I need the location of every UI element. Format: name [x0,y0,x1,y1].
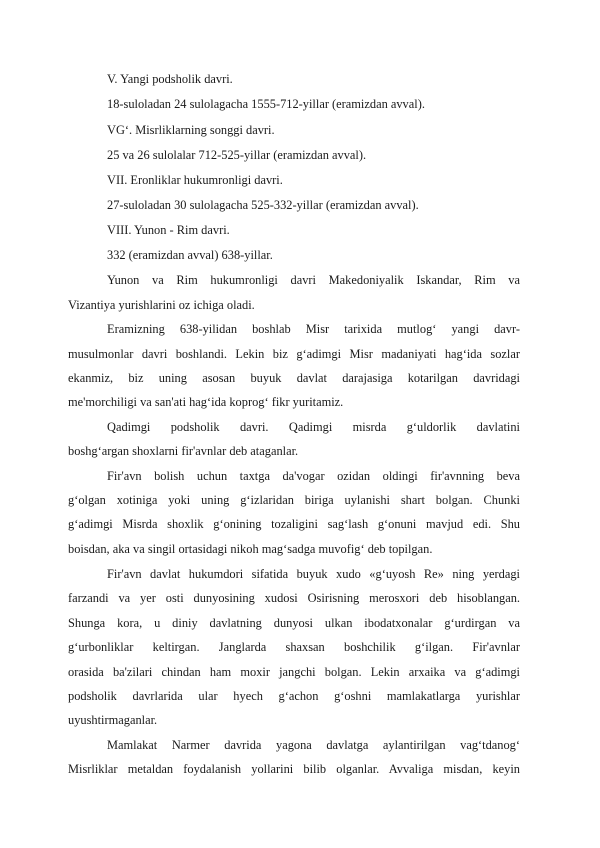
paragraph-line: orasida ba'zilari chindan ham moxir jangchi bolgan. Lekin arxaika va g‘adimgi [68,665,520,679]
paragraph-line: musulmonlar davri boshlandi. Lekin biz g‘adimgi Misr madaniyati hag‘ida sozlar [68,347,520,361]
paragraph-line: ekanmiz, biz uning asosan buyuk davlat darajasiga kotarilgan davridagi [68,371,520,385]
paragraph-line: farzandi va yer osti dunyosining xudosi Osirisning merosxori deb hisoblangan. [68,591,520,605]
paragraph-line: g‘olgan xotiniga yoki uning g‘izlaridan biriga uylanishi shart bolgan. Chunki [68,493,520,507]
period-heading: VII. Eronliklar hukumronligi davri. [107,173,283,187]
paragraph-line: boshg‘argan shoxlarni fir'avnlar deb ataganlar. [68,444,299,458]
period-dates: 25 va 26 sulolalar 712-525-yillar (eramizdan avval). [107,148,367,162]
paragraph-line: g‘urbonliklar keltirgan. Janglarda shaxsan boshchilik g‘ilgan. Fir'avnlar [68,640,520,654]
paragraph-line: Yunon va Rim hukumronligi davri Makedoniyalik Iskandar, Rim va [107,273,520,287]
paragraph-line: boisdan, aka va singil ortasidagi nikoh mag‘sadga muvofig‘ deb topilgan. [68,542,433,556]
period-dates: 332 (eramizdan avval) 638-yillar. [107,248,273,262]
paragraph-line: Fir'avn bolish uchun taxtga da'vogar ozidan oldingi fir'avnning beva [107,469,520,483]
paragraph-line: podsholik davrlarida ular hyech g‘achon g‘oshni mamlakatlarga yurishlar [68,689,520,703]
period-dates: 27-suloladan 30 sulolagacha 525-332-yillar (eramizdan avval). [107,198,419,212]
period-heading: VIII. Yunon - Rim davri. [107,223,230,237]
period-dates: 18-suloladan 24 sulolagacha 1555-712-yillar (eramizdan avval). [107,97,425,111]
period-heading: V. Yangi podsholik davri. [107,72,233,86]
period-heading: VG‘. Misrliklarning songgi davri. [107,123,275,137]
paragraph-line: Vizantiya yurishlarini oz ichiga oladi. [68,298,255,312]
paragraph-line: Qadimgi podsholik davri. Qadimgi misrda g‘uldorlik davlatini [107,420,520,434]
paragraph-line: me'morchiligi va san'ati hag‘ida koprog‘ fikr yuritamiz. [68,395,344,409]
paragraph-line: g‘adimgi Misrda shoxlik g‘onining tozaligini sag‘lash g‘onuni mavjud edi. Shu [68,517,520,531]
paragraph-line: Fir'avn davlat hukumdori sifatida buyuk xudo «g‘uyosh Re» ning yerdagi [107,567,520,581]
paragraph-line: Eramizning 638-yilidan boshlab Misr tarixida mutlog‘ yangi davr- [107,322,520,336]
paragraph-line: Shunga kora, u diniy davlatning dunyosi ulkan ibodatxonalar g‘urdirgan va [68,616,520,630]
paragraph-line: Mamlakat Narmer davrida yagona davlatga aylantirilgan vag‘tdanog‘ [107,738,520,752]
paragraph-line: Misrliklar metaldan foydalanish yollarini bilib olganlar. Avvaliga misdan, keyin [68,762,520,776]
paragraph-line: uyushtirmaganlar. [68,713,158,727]
